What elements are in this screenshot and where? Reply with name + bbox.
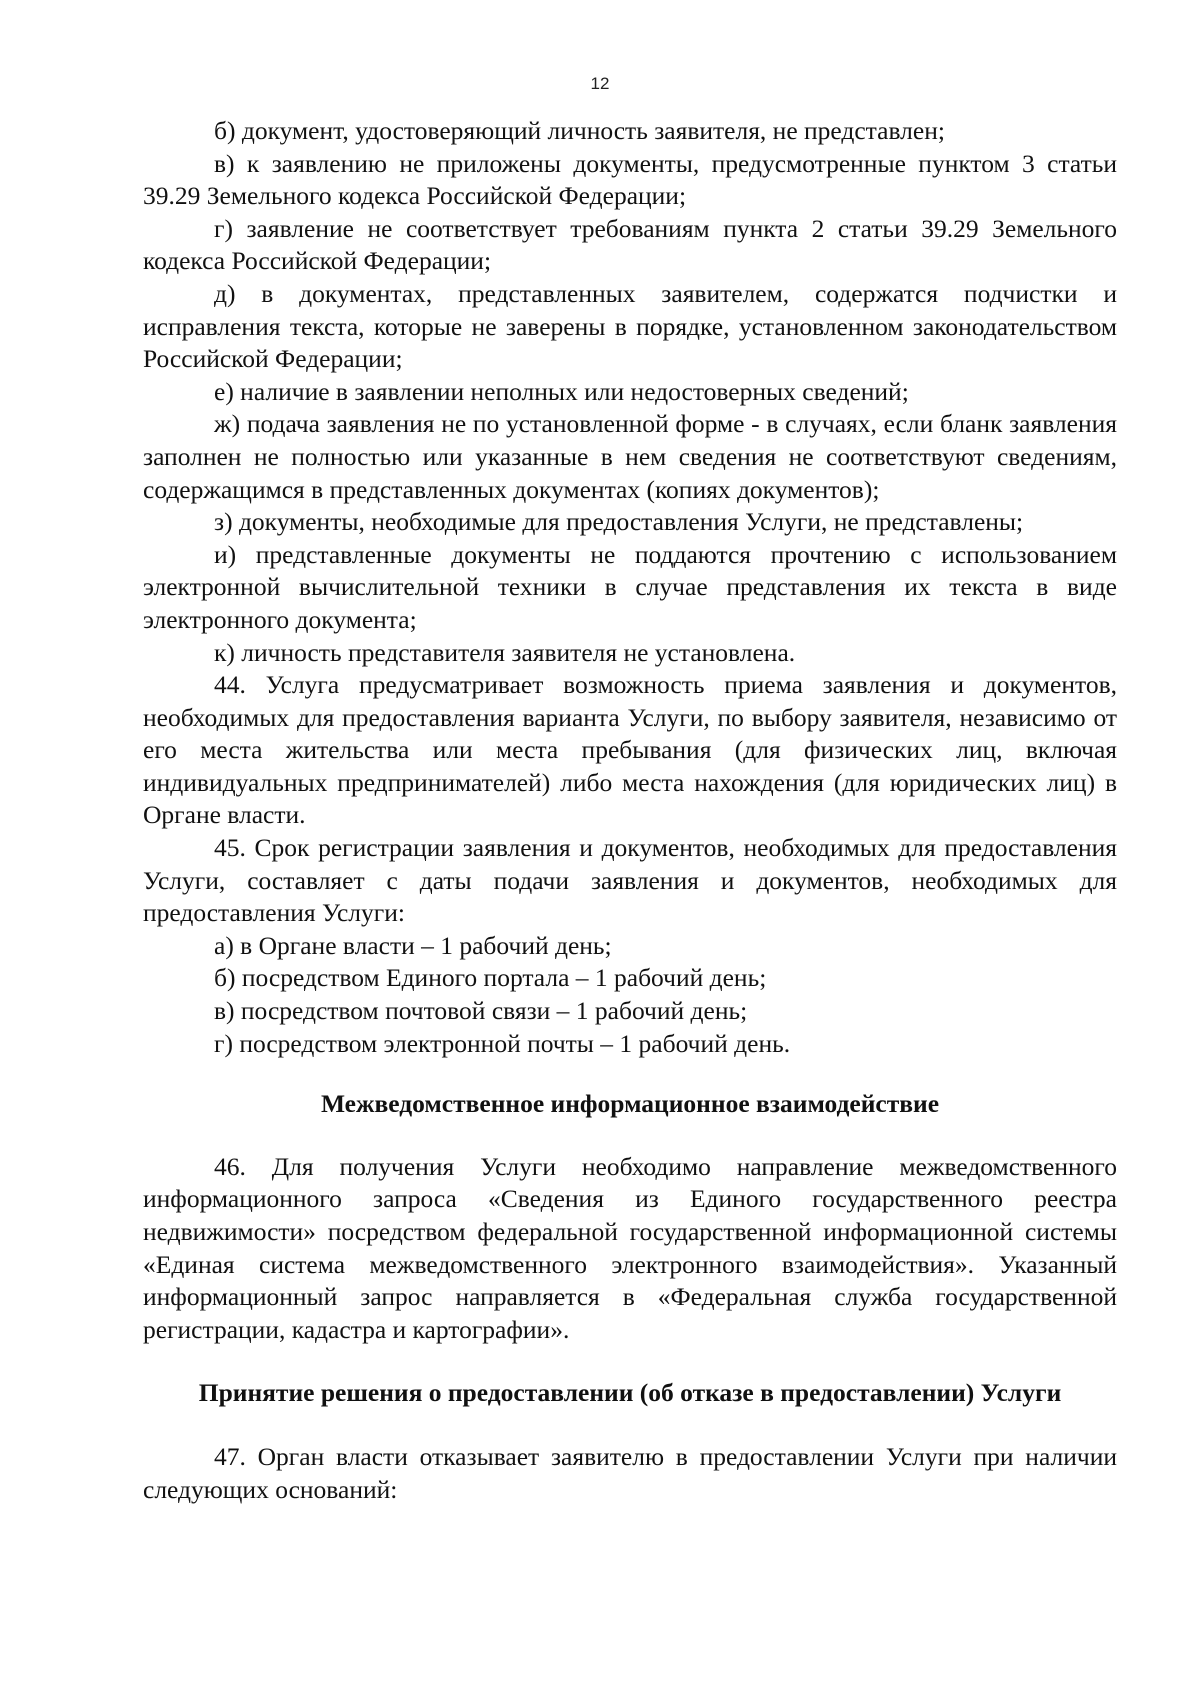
section-heading-interagency: Межведомственное информационное взаимодействие (320, 1089, 940, 1119)
item-k-representative-identity: к) личность представителя заявителя не установлена. (214, 637, 796, 667)
item-b-identity-document: б) документ, удостоверяющий личность заявителя, не представлен; (214, 116, 945, 145)
page-number: 12 (590, 74, 610, 93)
item-i-unreadable-documents: и) представленные документы не поддаются прочтению с использованием электронной вычислительной техники в случае представления их текста в виде электронного документа; (143, 539, 1117, 634)
clause-45: 45. Срок регистрации заявления и документов, необходимых для предоставления Услуги, составляет с даты подачи заявления и документов, необходимых для предоставления Услуги: (143, 833, 1117, 928)
item-z-documents-not-provided: з) документы, необходимые для предоставления Услуги, не представлены; (214, 507, 1024, 537)
clause-46: 46. Для получения Услуги необходимо направление межведомственного информационного запроса «Сведения из Единого государственного реестра недвижимости» посредством федеральной государственной информационной системы «Единая система межведомственного электронного взаимодействия». Указанный информационный запрос направляется в «Федеральная служба государственной регистрации, кадастра и картографии». (143, 1151, 1117, 1344)
item-e-incomplete-info: е) наличие в заявлении неполных или недостоверных сведений; (214, 376, 909, 406)
clause-45-item-a: а) в Органе власти – 1 рабочий день; (214, 930, 612, 960)
clause-44: 44. Услуга предусматривает возможность приема заявления и документов, необходимых для предоставления варианта Услуги, по выбору заявителя, независимо от его места жительства или места пребывания (для физических лиц, включая индивидуальных предпринимателей) либо места нахождения (для юридических лиц) в Органе власти. (143, 670, 1117, 830)
clause-45-item-v: в) посредством почтовой связи – 1 рабочий день; (214, 996, 748, 1026)
section-heading-decision: Принятие решения о предоставлении (об отказе в предоставлении) Услуги (198, 1378, 1062, 1408)
clause-45-item-g: г) посредством электронной почты – 1 рабочий день. (214, 1028, 791, 1058)
document-body (143, 115, 1117, 1506)
clause-45-item-b: б) посредством Единого портала – 1 рабочий день; (214, 963, 767, 993)
item-d-corrections: д) в документах, представленных заявителем, содержатся подчистки и исправления текста, которые не заверены в порядке, установленном законодательством Российской Федерации; (143, 278, 1117, 374)
item-zh-wrong-form: ж) подача заявления не по установленной форме - в случаях, если бланк заявления заполнен не полностью или указанные в нем сведения не соответствуют сведениям, содержащимся в представленных документах (копиях документов); (143, 409, 1117, 504)
item-g-requirements: г) заявление не соответствует требованиям пункта 2 статьи 39.29 Земельного кодекса Российской Федерации; (143, 213, 1117, 276)
item-v-missing-documents: в) к заявлению не приложены документы, предусмотренные пунктом 3 статьи 39.29 Земельного кодекса Российской Федерации; (143, 148, 1117, 211)
clause-47: 47. Орган власти отказывает заявителю в предоставлении Услуги при наличии следующих оснований: (143, 1441, 1117, 1504)
